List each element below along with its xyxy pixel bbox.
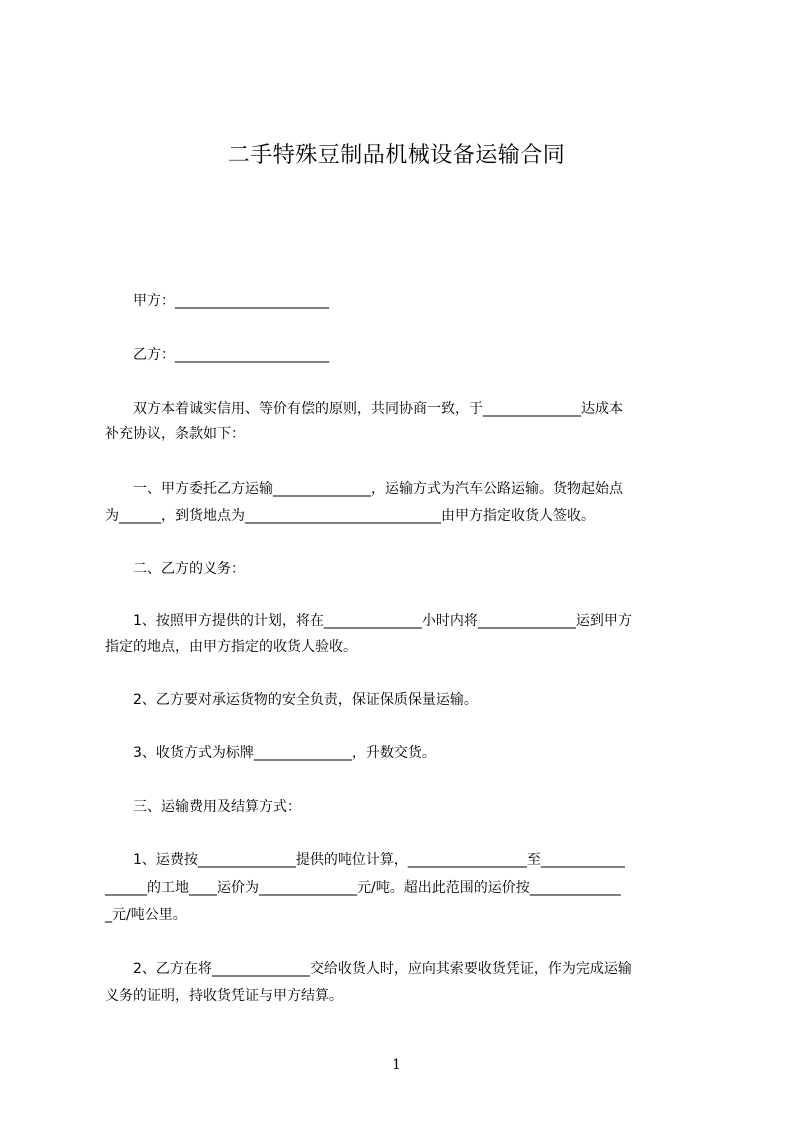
- clause-2-heading: 二、乙方的义务：: [105, 561, 245, 577]
- clause-2-item-1-line-2: 指定的地点，由甲方指定的收货人验收。: [105, 639, 357, 655]
- clause-3-heading: 三、运输费用及结算方式：: [105, 799, 301, 815]
- clause-3-item-2-line-1: 2、乙方在将______________交给收货人时，应向其索要收货凭证，作为完成运输: [105, 961, 632, 977]
- document-title: 二手特殊豆制品机械设备运输合同: [227, 143, 566, 168]
- clause-2-item-1-line-1: 1、按照甲方提供的计划，将在______________小时内将______________运到甲方: [105, 613, 632, 629]
- clause-1-line-2: 为______，到货地点为____________________________由甲方指定收货人签收。: [105, 508, 595, 524]
- clause-3-item-1-line-3: _元/吨公里。: [105, 907, 187, 923]
- party-b-line: 乙方：______________________: [105, 347, 329, 363]
- party-a-line: 甲方：______________________: [105, 293, 329, 309]
- clause-3-item-2-line-2: 义务的证明，持收货凭证与甲方结算。: [105, 988, 343, 1004]
- clause-1-line-1: 一、甲方委托乙方运输______________，运输方式为汽车公路运输。货物起始点: [105, 481, 623, 497]
- clause-2-item-2: 2、乙方要对承运货物的安全负责，保证保质保量运输。: [105, 692, 478, 708]
- clause-3-item-1-line-2: ______的工地____运价为______________元/吨。超出此范围的运价按_____________: [105, 880, 621, 896]
- clause-3-item-1-line-1: 1、运费按______________提供的吨位计算，_________________至____________: [105, 852, 625, 868]
- preamble-line-1: 双方本着诚实信用、等价有偿的原则，共同协商一致，于______________达成本: [105, 401, 623, 417]
- clause-2-item-3: 3、收货方式为标牌______________，升数交货。: [105, 745, 436, 761]
- page-number: 1: [392, 1057, 401, 1073]
- preamble-line-2: 补充协议，条款如下：: [105, 426, 245, 442]
